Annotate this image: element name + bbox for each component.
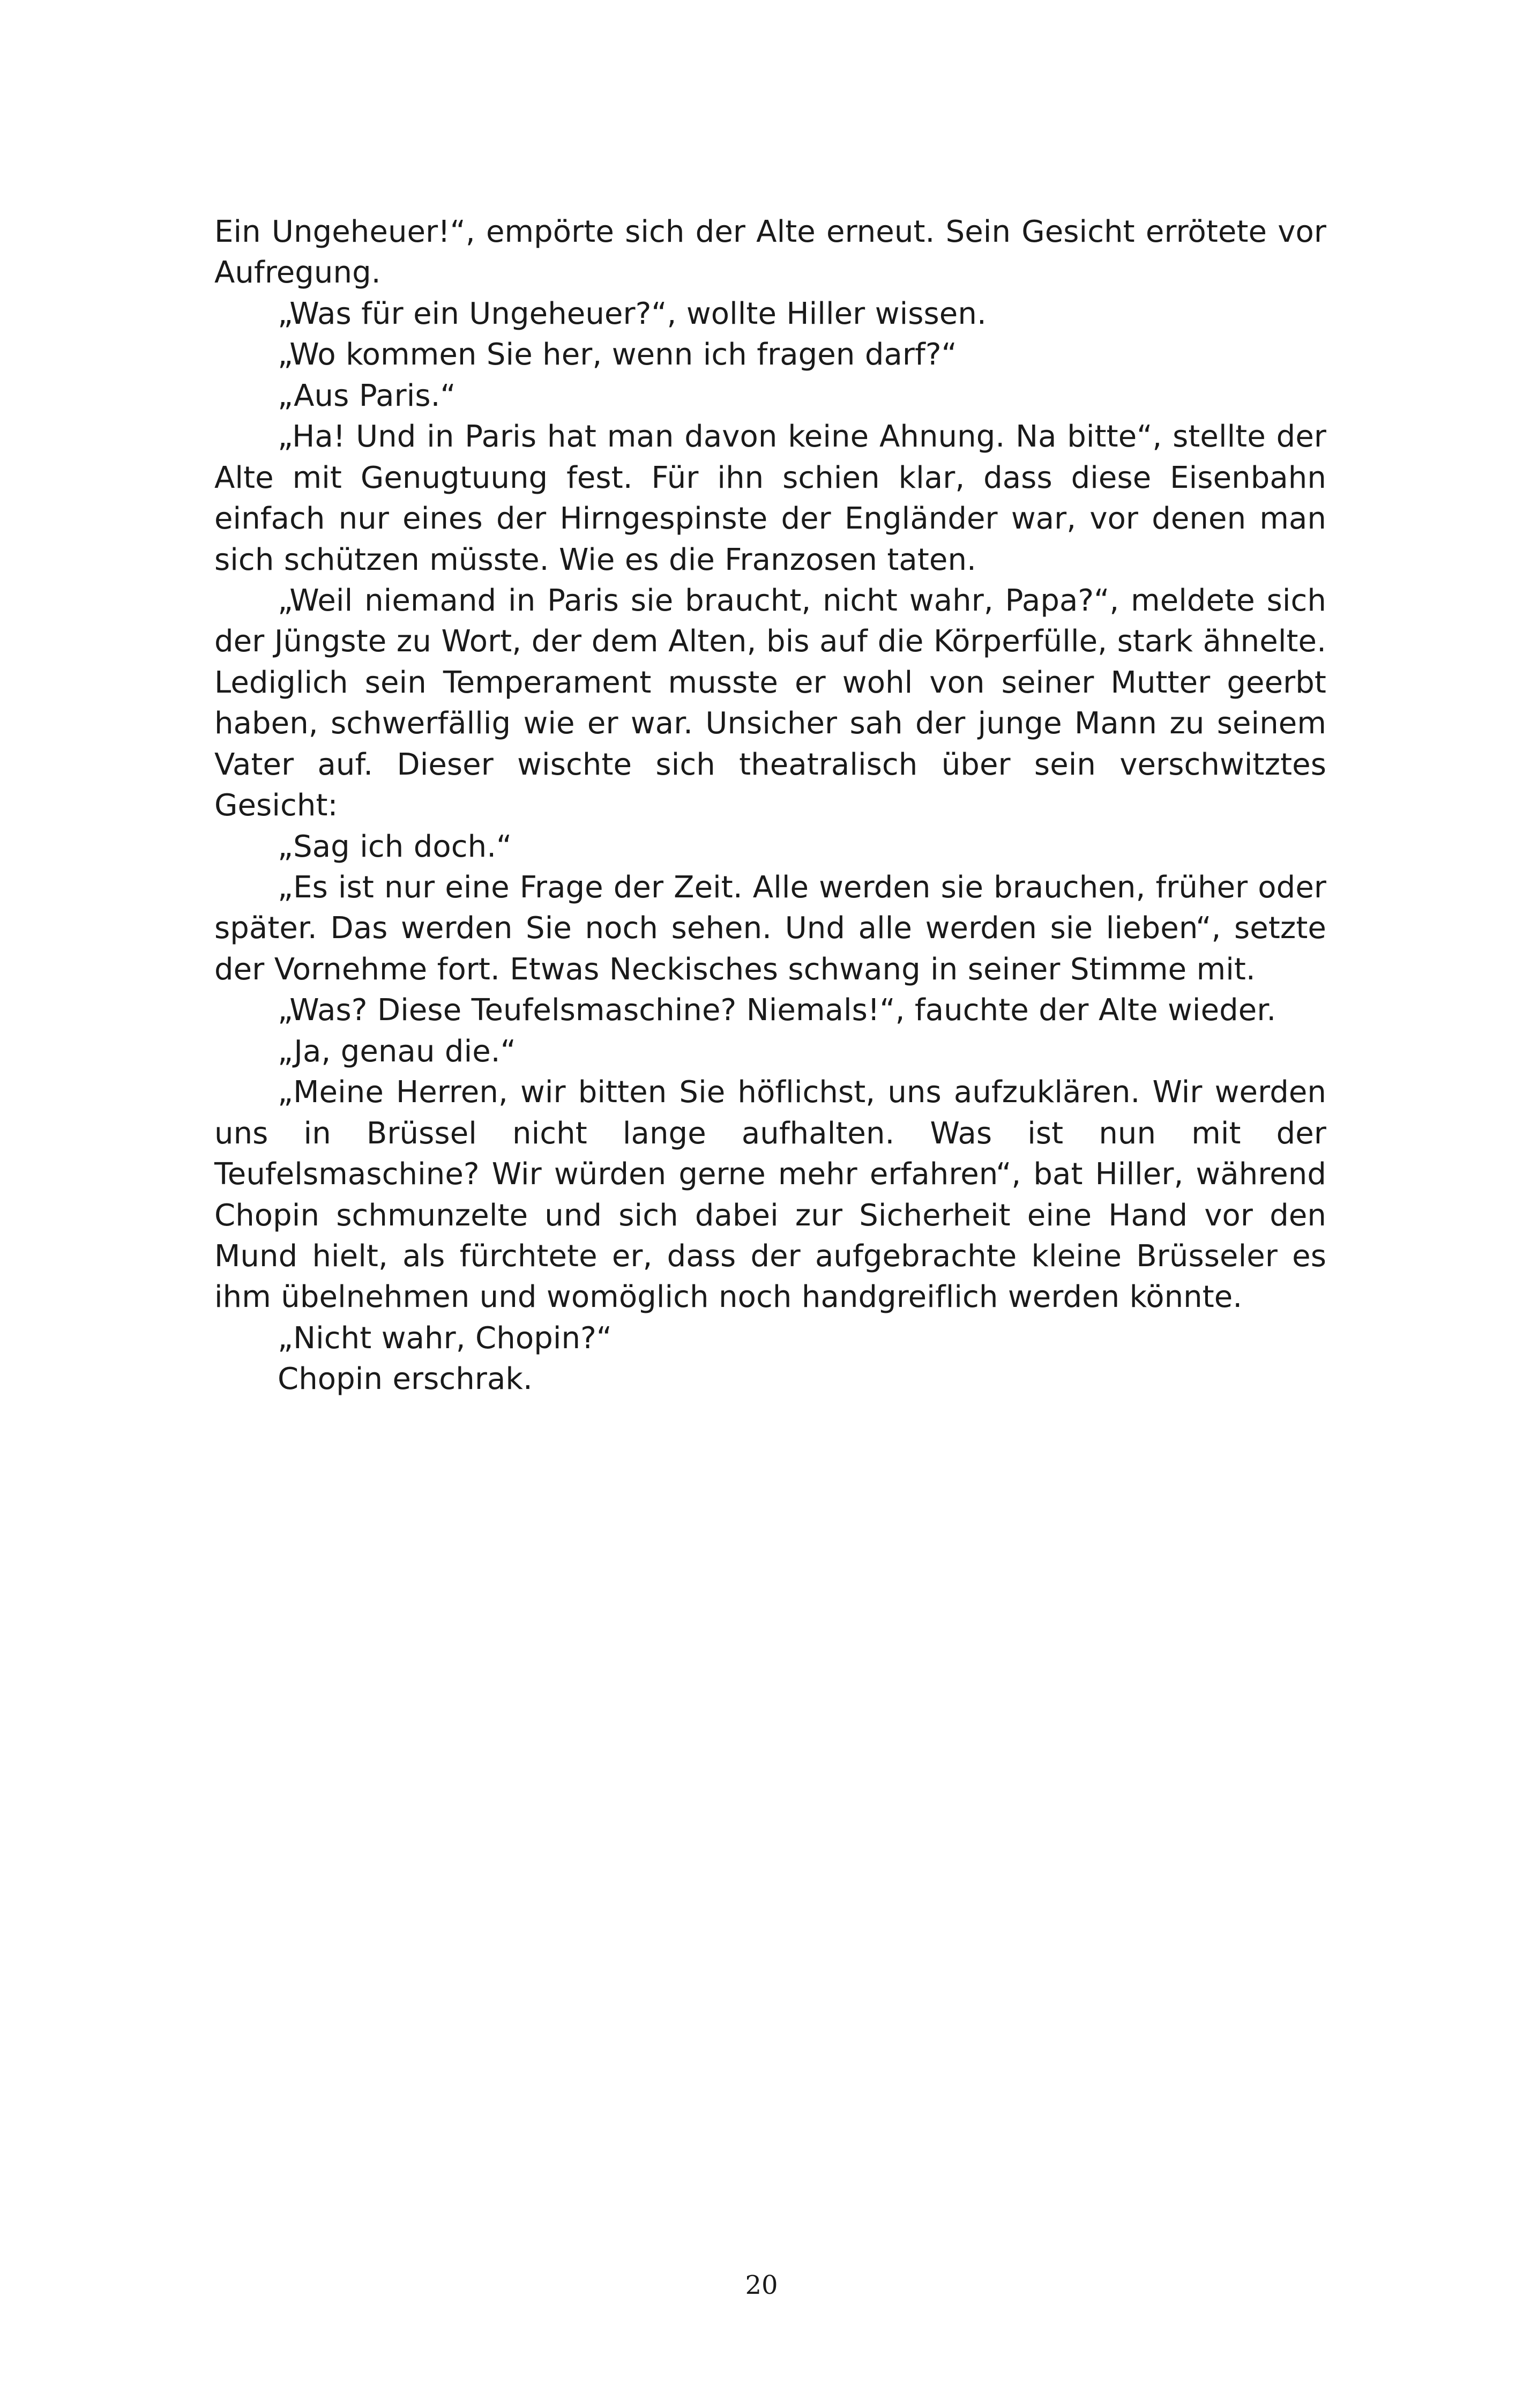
paragraph: Chopin erschrak. [278,1362,533,1397]
paragraph: „Ha! Und in Paris hat man davon keine Ahnung. Na bitte“, stellte der Alte mit Genugtuung fest. Für ihn schien klar, dass diese Eisenbahn einfach nur eines der Hirngespinste der Engländer war, vor denen man sich schützen müsste. Wie es die Franzosen taten. [214,419,1326,577]
paragraph: „Ja, genau die.“ [278,1034,516,1069]
paragraph: „Es ist nur eine Frage der Zeit. Alle werden sie brauchen, früher oder später. Das werden Sie noch sehen. Und alle werden sie lieben“, setzte der Vornehme fort. Etwas Neckisches schwang in seiner Stimme mit. [214,870,1326,987]
paragraph: „Weil niemand in Paris sie braucht, nicht wahr, Papa?“, meldete sich der Jüngste zu Wort, der dem Alten, bis auf die Körperfülle, stark ähnelte. Lediglich sein Temperament musste er wohl von seiner Mutter geerbt haben, schwerfällig wie er war. Unsicher sah der junge Mann zu seinem Vater auf. Dieser wischte sich theatralisch über sein verschwitztes Gesicht: [214,583,1326,823]
paragraph: „Meine Herren, wir bitten Sie höflichst, uns aufzuklären. Wir werden uns in Brüssel nicht lange aufhalten. Was ist nun mit der Teufelsmaschine? Wir würden gerne mehr erfahren“, bat Hiller, während Chopin schmunzelte und sich dabei zur Sicherheit eine Hand vor den Mund hielt, als fürchtete er, dass der aufgebrachte kleine Brüsseler es ihm übelnehmen und womöglich noch handgreiflich werden könnte. [214,1075,1326,1315]
paragraph: „Sag ich doch.“ [278,829,512,864]
paragraph: „Wo kommen Sie her, wenn ich fragen darf?“ [278,337,957,373]
paragraph: Ein Ungeheuer!“, empörte sich der Alte erneut. Sein Gesicht errötete vor Aufregung. [214,214,1326,291]
page-number: 20 [745,2270,778,2300]
body-text [214,212,1326,1400]
paragraph: „Was? Diese Teufelsmaschine? Niemals!“, fauchte der Alte wieder. [278,993,1276,1028]
paragraph: „Aus Paris.“ [278,378,456,413]
paragraph: „Nicht wahr, Chopin?“ [278,1320,613,1356]
paragraph: „Was für ein Ungeheuer?“, wollte Hiller wissen. [278,296,987,331]
